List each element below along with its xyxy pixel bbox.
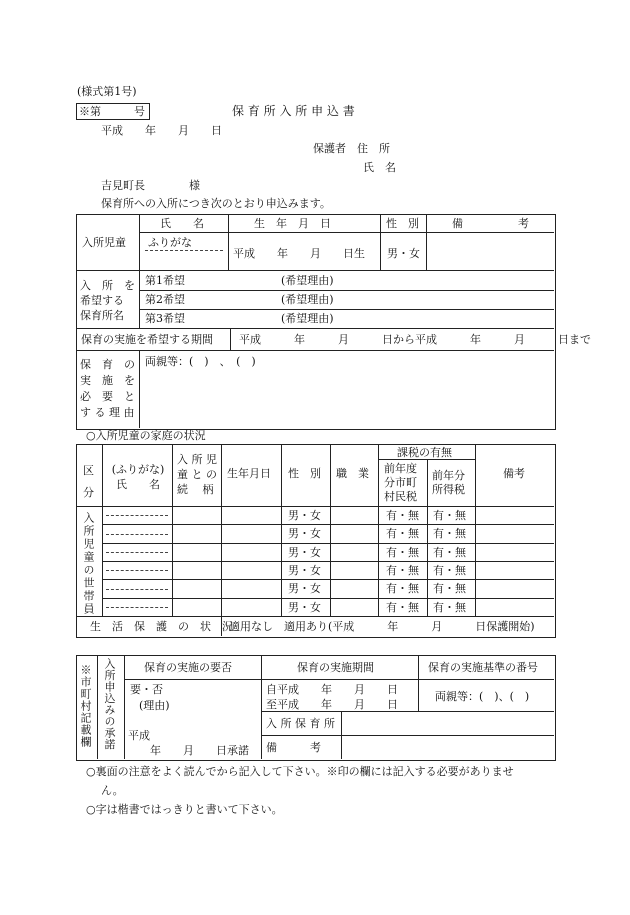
furigana-label: ふりがな (148, 236, 192, 249)
preference-1-reason: (希望理由) (281, 274, 334, 287)
office-side-label: ※市町村記載欄 (79, 664, 92, 748)
note-2: ○字は楷書ではっきりと書いて下さい。 (86, 803, 283, 816)
preference-2-choice: 第2希望 (145, 293, 185, 306)
family-row-sex: 男・女 (288, 509, 321, 522)
child-name-header: 氏 名 (160, 217, 204, 230)
family-row-divider (102, 543, 554, 544)
receipt-number-box (76, 103, 150, 120)
family-row-tax2: 有・無 (433, 527, 466, 541)
addressee: 吉見町長 様 (101, 179, 200, 192)
guardian-address-label: 保護者 住 所 (313, 142, 390, 155)
period-to: 至平成 年 月 日 (266, 698, 398, 711)
note-1-cont: ん。 (101, 784, 124, 797)
family-row-cell-divider (330, 579, 331, 597)
approval-date: 年 月 日承諾 (150, 744, 249, 757)
reason-value: 両親等：( ) 、 ( ) (145, 355, 256, 368)
family-row-tax2: 有・無 (433, 582, 466, 596)
family-furigana-line (106, 607, 168, 608)
family-side-label: 入所児童の世帯員 (82, 512, 95, 616)
office-standard-header: 保育の実施基準の番号 (428, 661, 538, 674)
family-row-sex: 男・女 (288, 527, 321, 541)
child-remarks-header: 備 考 (452, 217, 529, 230)
child-birth-header: 生 年 月 日 (254, 217, 331, 230)
intro-text: 保育所への入所につき次のとおり申込みます。 (101, 197, 331, 210)
family-furigana-line (106, 534, 168, 535)
family-row-tax1: 有・無 (386, 509, 419, 522)
note-1: ○裏面の注意をよく読んでから記入して下さい。※印の欄には記入する必要がありませ (86, 765, 514, 778)
preference-3-choice: 第3希望 (145, 312, 185, 325)
family-furigana-line (106, 515, 168, 516)
family-row-tax2: 有・無 (433, 564, 466, 577)
family-row-divider (102, 579, 554, 580)
period-label: 保育の実施を希望する期間 (81, 333, 213, 346)
family-row-tax2: 有・無 (433, 509, 466, 522)
family-row-tax1: 有・無 (386, 582, 419, 596)
family-remarks-header: 備考 (503, 467, 525, 480)
family-row-sex: 男・女 (288, 582, 321, 596)
period-value: 平成 年 月 日から平成 年 月 日まで (239, 333, 591, 346)
nursery-label: 入 所 保 育 所 (266, 717, 335, 730)
family-tax2-header: 前年分 所得税 (432, 469, 465, 496)
period-from: 自平成 年 月 日 (266, 683, 398, 696)
family-row-cell-divider (330, 506, 331, 524)
approval-era: 平成 (128, 729, 150, 742)
family-row-cell-divider (330, 524, 331, 542)
family-row-sex: 男・女 (288, 600, 321, 614)
guardian-name-label: 氏 名 (363, 161, 396, 174)
application-date: 平成 年 月 日 (101, 124, 222, 137)
welfare-label: 生 活 保 護 の 状 況 (90, 620, 233, 633)
family-row-cell-divider (330, 561, 331, 579)
family-furigana-line (106, 570, 168, 571)
child-sex-value: 男・女 (387, 247, 420, 260)
family-relation-header: 入 所 児 童 と の 続 柄 (177, 453, 217, 496)
family-tax1-header: 前年度 分市町 村民税 (384, 462, 417, 503)
family-row-tax2: 有・無 (433, 600, 466, 614)
preference-3-reason: (希望理由) (281, 312, 334, 325)
family-row-tax2: 有・無 (433, 545, 466, 559)
welfare-value: 適用なし 適用あり(平成 年 月 日保護開始) (229, 620, 535, 633)
family-furigana-line (106, 552, 168, 553)
family-row-tax1: 有・無 (386, 600, 419, 614)
approval-label: 入所申込みの承諾 (103, 658, 116, 750)
child-sex-header: 性 別 (386, 217, 419, 230)
family-row-tax1: 有・無 (386, 545, 419, 559)
family-row-sex: 男・女 (288, 545, 321, 559)
family-row-divider (102, 598, 554, 599)
family-row-tax1: 有・無 (386, 564, 419, 577)
family-row-cell-divider (330, 543, 331, 561)
standard-value: 両親等：( )、( ) (435, 690, 530, 703)
family-sex-header: 性 別 (288, 467, 321, 480)
family-kubun-header: 区 分 (83, 464, 94, 499)
form-number: (様式第1号) (77, 85, 137, 98)
family-birth-header: 生年月日 (227, 467, 271, 480)
child-birth-value: 平成 年 月 日生 (233, 247, 365, 260)
family-row-sex: 男・女 (288, 564, 321, 577)
family-job-header: 職 業 (336, 467, 369, 480)
family-row-tax1: 有・無 (386, 527, 419, 541)
form-title: 保 育 所 入 所 申 込 書 (232, 104, 355, 118)
office-remarks-label: 備 考 (266, 741, 321, 754)
office-period-header: 保育の実施期間 (297, 661, 374, 674)
family-row-divider (102, 561, 554, 562)
office-need-header: 保育の実施の要否 (144, 661, 232, 674)
family-row-divider (102, 524, 554, 525)
reason-label: 保 育 の 実 施 を 必 要 と す る 理 由 (80, 358, 135, 419)
family-tax-header: 課税の有無 (397, 446, 452, 459)
preference-label: 入 所 を 希望する 保育所名 (80, 279, 135, 322)
family-row-cell-divider (330, 598, 331, 616)
need-reason: (理由) (139, 699, 170, 712)
family-name-header: (ふりがな) 氏 名 (111, 463, 165, 491)
receipt-number: ※第 号 (79, 105, 145, 118)
preference-1-choice: 第1希望 (145, 274, 185, 287)
child-row-label: 入所児童 (82, 236, 126, 249)
family-section-title: ○入所児童の家庭の状況 (86, 429, 206, 442)
preference-2-reason: (希望理由) (281, 293, 334, 306)
need-value: 要・否 (130, 683, 163, 696)
family-furigana-line (106, 589, 168, 590)
